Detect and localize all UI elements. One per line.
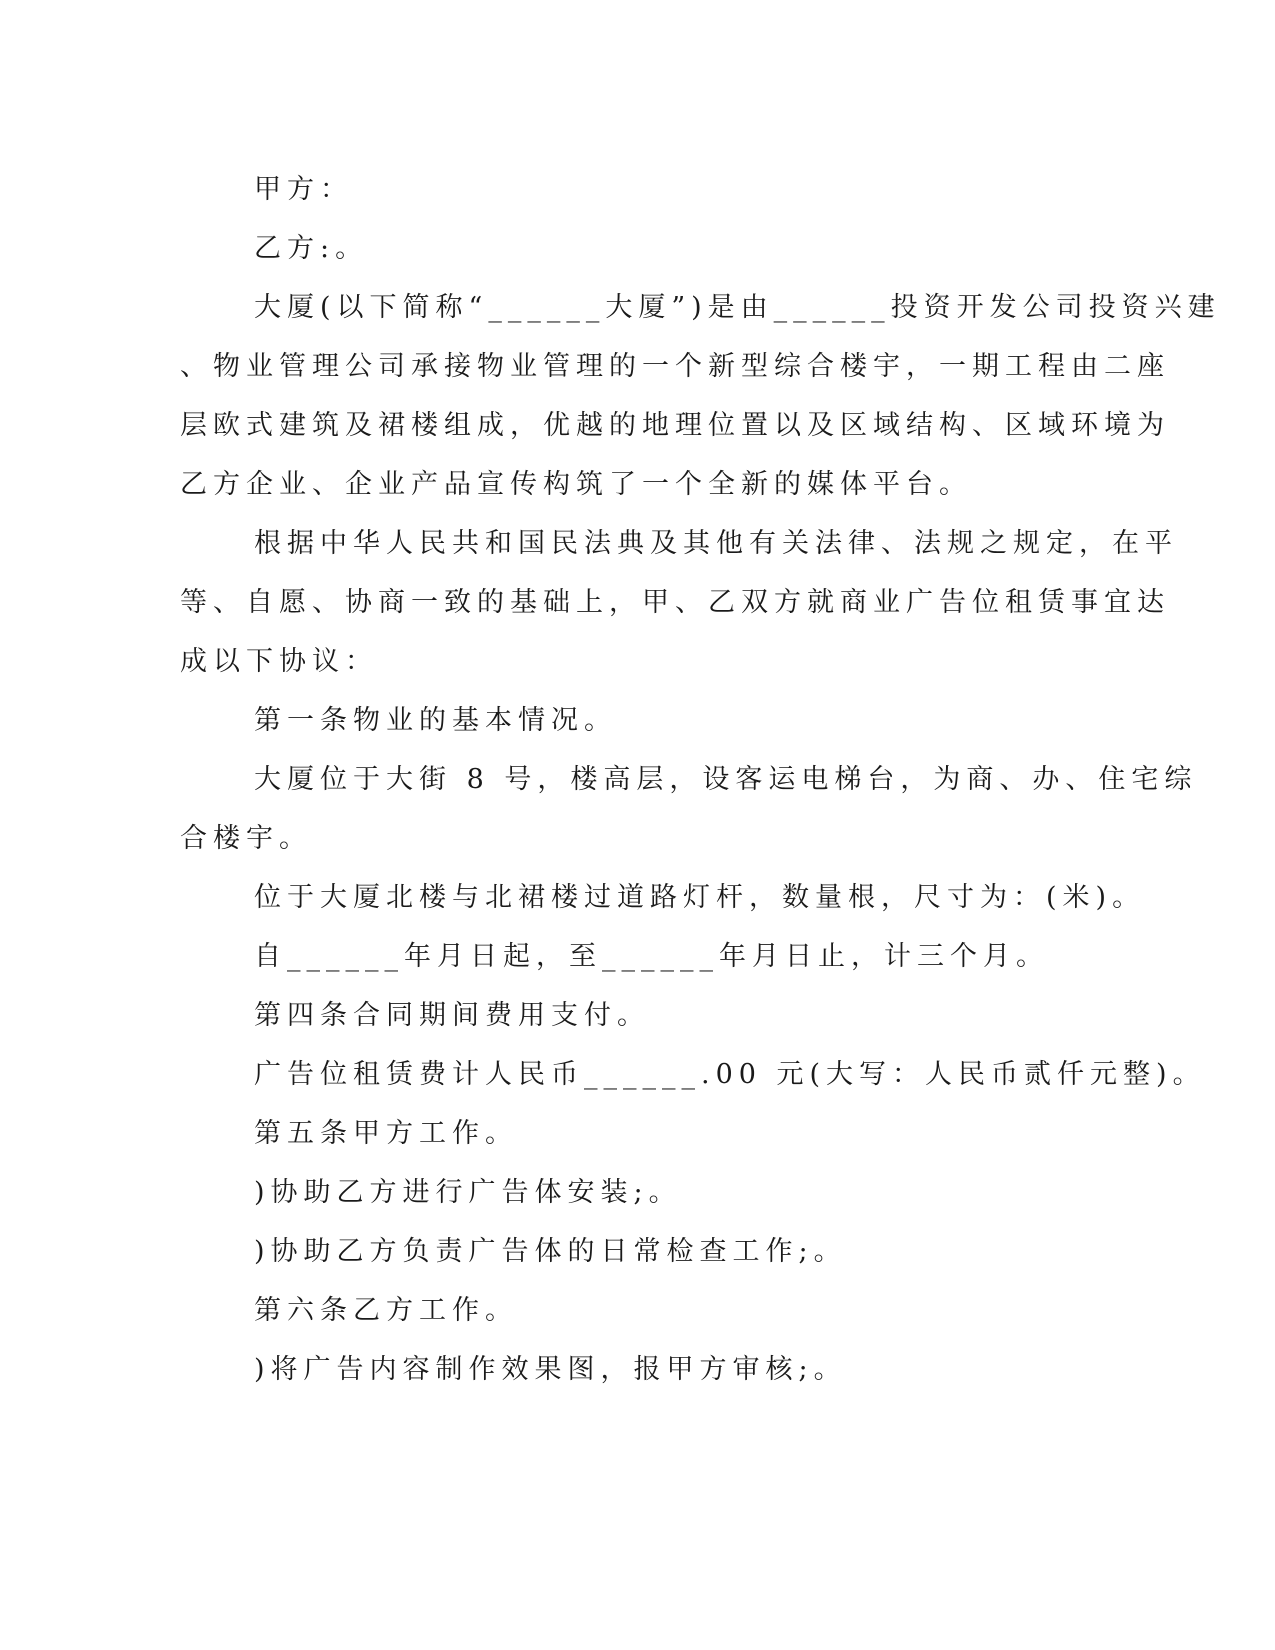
intro-paragraph-line-4: 乙方企业、企业产品宣传构筑了一个全新的媒体平台。 [180, 469, 972, 500]
building-location-line-1: 大厦位于大街 8 号，楼高层，设客运电梯台，为商、办、住宅综 [254, 764, 1198, 795]
article-5-heading: 第五条甲方工作。 [254, 1118, 518, 1149]
party-b-duty-1: )将广告内容制作效果图，报甲方审核;。 [254, 1354, 847, 1385]
ad-position-line: 位于大厦北楼与北裙楼过道路灯杆，数量根，尺寸为：(米)。 [254, 882, 1146, 913]
intro-paragraph-line-1: 大厦(以下简称“______大厦”)是由______投资开发公司投资兴建 [254, 292, 1221, 323]
lease-term-line: 自______年月日起，至______年月日止，计三个月。 [254, 941, 1049, 972]
legal-basis-line-2: 等、自愿、协商一致的基础上，甲、乙双方就商业广告位租赁事宜达 [180, 587, 1170, 618]
building-location-line-2: 合楼宇。 [180, 823, 312, 854]
party-a-duty-1: )协助乙方进行广告体安装;。 [254, 1177, 682, 1208]
legal-basis-line-3: 成以下协议： [180, 646, 378, 677]
rental-fee-line: 广告位租赁费计人民币______.00 元(大写：人民币贰仟元整)。 [254, 1059, 1206, 1090]
article-4-heading: 第四条合同期间费用支付。 [254, 1000, 650, 1031]
article-1-heading: 第一条物业的基本情况。 [254, 705, 617, 736]
party-b-line: 乙方:。 [254, 233, 369, 264]
document-body [180, 160, 1221, 1399]
intro-paragraph-line-2: 、物业管理公司承接物业管理的一个新型综合楼宇，一期工程由二座 [180, 351, 1170, 382]
legal-basis-line-1: 根据中华人民共和国民法典及其他有关法律、法规之规定，在平 [254, 528, 1178, 559]
party-a-duty-2: )协助乙方负责广告体的日常检查工作;。 [254, 1236, 847, 1267]
intro-paragraph-line-3: 层欧式建筑及裙楼组成，优越的地理位置以及区域结构、区域环境为 [180, 410, 1170, 441]
party-a-line: 甲方： [254, 174, 353, 205]
article-6-heading: 第六条乙方工作。 [254, 1295, 518, 1326]
